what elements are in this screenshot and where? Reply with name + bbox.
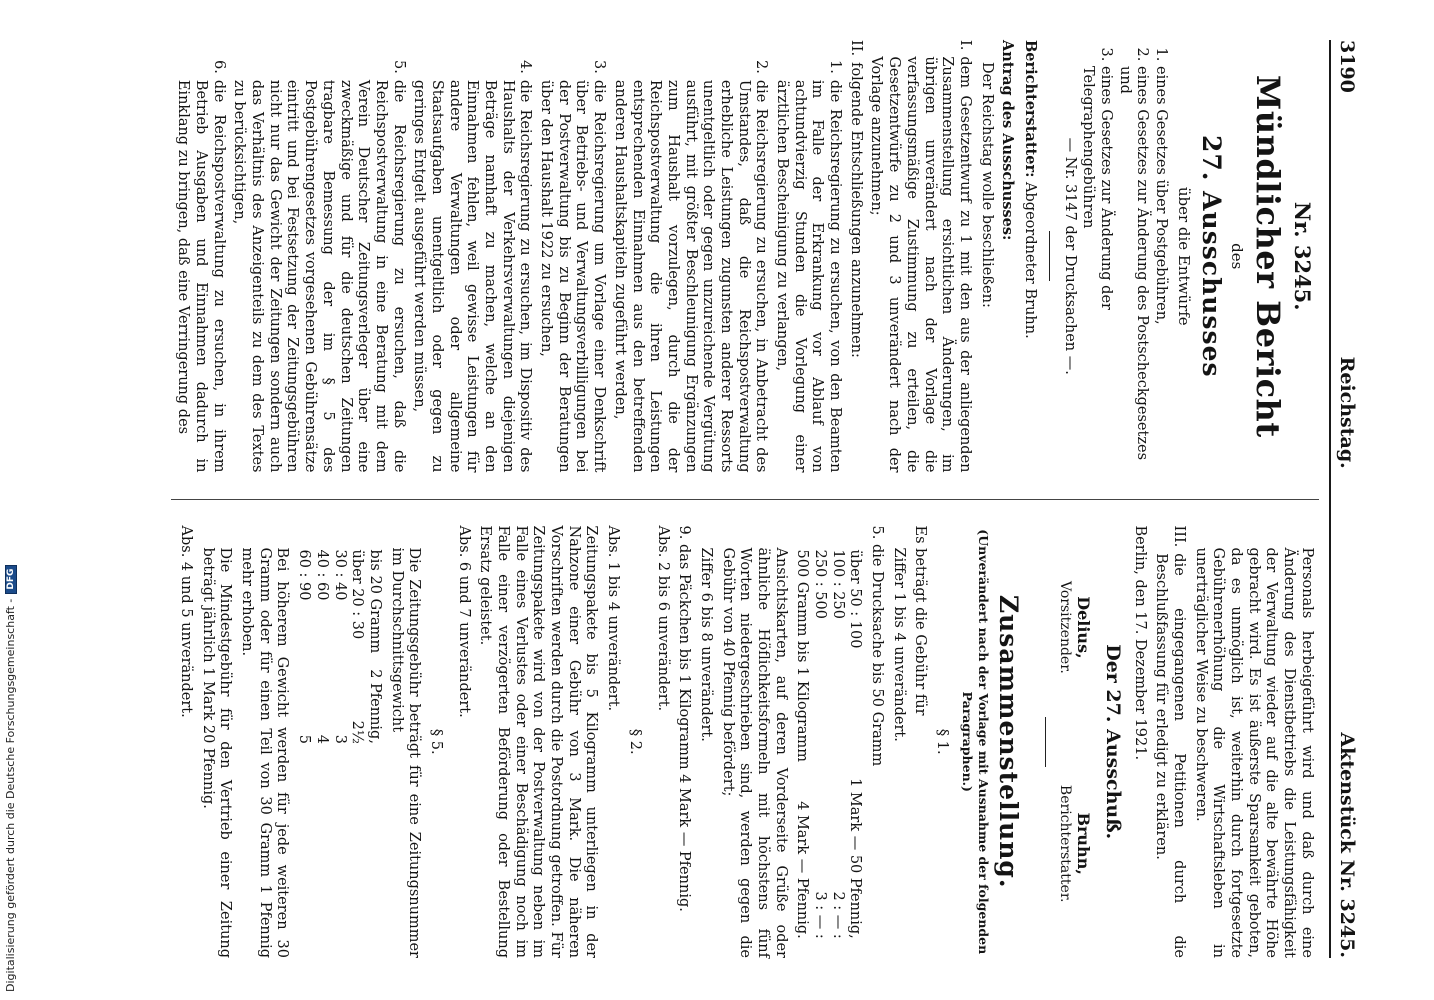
fee-table-zeitung bbox=[295, 550, 383, 750]
page-header bbox=[1329, 40, 1358, 958]
item-number: III. bbox=[1171, 525, 1188, 548]
subitem-number: 1. bbox=[827, 60, 844, 74]
fee-range: über 50 : 100 bbox=[847, 549, 864, 649]
fee-value: 1 Mark — 50 Pfennig, bbox=[847, 778, 864, 939]
fee-row bbox=[810, 550, 828, 945]
dfg-logo-icon: DFG bbox=[5, 565, 17, 594]
subitem-text: die Reichsregierung um Vorlage einer Denkschrift über Betriebs- und Verwaltungsverbilligungen bei der Postverwaltung bis zu Beginn der Beratungen über den Haushalt 1922 zu ersuchen, bbox=[538, 79, 608, 473]
resolution-item-III bbox=[1152, 526, 1187, 959]
compilation-subtitle: (Unverändert nach der Vorlage mit Ausnahme der folgenden Paragraphen.) bbox=[960, 529, 991, 955]
section-heading: § 2. bbox=[626, 728, 643, 755]
section-text: 5. die Drucksache bis 50 Gramm bbox=[869, 525, 886, 767]
subitem-text: die Reichsregierung zu ersuchen, daß die Reichspostverwaltung in eine Beratung mit dem Verein Deutscher Zeitungsverleger über eine zweckmäßige und für die deutschen Zeitungen tragbare Bemessung der im § 5 des Postgebührengesetzes vorgesehenen Gebührensätze eintritt und bei Festsetzung der Zeitungsgebühren nicht nur das Gewicht der Zeitungen sondern auch das Verhältnis des Anzeigenteils zu dem des Textes zu berücksichtigen, bbox=[231, 79, 407, 473]
subitem-number: 4. bbox=[517, 60, 534, 74]
fee-row bbox=[312, 550, 330, 750]
fee-table-drucksache bbox=[793, 550, 864, 945]
document-title: Mündlicher Bericht bbox=[1249, 74, 1288, 438]
header-aktenstueck: Aktenstück Nr. 3245. bbox=[1336, 732, 1358, 958]
section-text: Abs. 6 und 7 unverändert. bbox=[455, 525, 472, 718]
committee-heading: 27. Ausschusses bbox=[1196, 134, 1226, 378]
fee-row bbox=[348, 550, 366, 750]
reporter-label: Berichterstatter: bbox=[1021, 40, 1039, 178]
subitem-number: 3. bbox=[591, 60, 608, 74]
draft-item: 1. eines Gesetzes über Postgebühren, bbox=[1151, 66, 1169, 473]
resolution-item-I bbox=[867, 40, 973, 473]
resolution-subitem bbox=[174, 60, 227, 473]
section-text: Abs. 4 und 5 unverändert. bbox=[178, 525, 195, 718]
resolution-subitem bbox=[610, 60, 769, 473]
fee-row bbox=[828, 550, 846, 945]
fee-value: 2½ bbox=[349, 720, 366, 744]
section-text: 9. das Päckchen bis 1 Kilogramm 4 Mark — Pfennig. bbox=[676, 525, 693, 912]
section-heading: § 1. bbox=[934, 728, 951, 755]
section-text: Ziffer 1 bis 4 unverändert. bbox=[890, 547, 907, 742]
item-number: II. bbox=[847, 40, 864, 57]
reichstag-wolle: Der Reichstag wolle beschließen: bbox=[978, 62, 995, 308]
draft-item: 2. eines Gesetzes zur Änderung des Postscheckgesetzes und bbox=[1115, 66, 1150, 473]
header-reichstag: Reichstag. bbox=[1336, 356, 1358, 469]
section-text: Ansichtskarten, auf deren Vorderseite Grüße oder ähnliche Höflichkeitsformeln mit höchstens fünf Worten niedergeschrieben sind, werden gegen die Gebühr von 40 Pfennig befördert; bbox=[719, 547, 789, 958]
left-column bbox=[171, 40, 1319, 473]
item-text: dem Gesetzentwurf zu 1 mit den aus der anliegenden Zusammenstellung ersichtlichen Änderungen, im übrigen unverändert nach der Vorlage die verfassungsmäßige Zustimmung zu erteilen, die Gesetzentwürfe zu 2 und 3 unverändert nach der Vorlage anzunehmen; bbox=[868, 56, 973, 473]
signatures bbox=[1056, 526, 1093, 959]
fee-row bbox=[365, 550, 383, 750]
section-text: Ziffer 6 bis 8 unverändert. bbox=[697, 547, 714, 742]
draft-list bbox=[1079, 40, 1169, 473]
signatory-role: Vorsitzender. bbox=[1057, 581, 1074, 674]
signatory-name: Delius, bbox=[1073, 596, 1093, 659]
fee-value: 4 Mark — Pfennig. bbox=[794, 801, 811, 939]
right-column bbox=[171, 526, 1319, 959]
drucksache-reference: — Nr. 3147 der Drucksachen —. bbox=[1061, 137, 1078, 375]
fee-value: 3 : — : bbox=[812, 891, 829, 939]
section-text: Bei höherem Gewicht werden für jede weiteren 30 Gramm oder für einen Teil von 30 Gramm 1 Pfennig mehr erhoben. bbox=[239, 547, 291, 958]
fee-range: über 20 : 30 bbox=[349, 549, 366, 640]
fee-value: 5 bbox=[296, 734, 313, 744]
fee-range: 250 : 500 bbox=[812, 549, 829, 619]
divider bbox=[1045, 717, 1046, 767]
item-text: folgende Entschließungen anzunehmen: bbox=[847, 62, 864, 358]
divider bbox=[1049, 231, 1050, 281]
fee-range: 30 : 40 bbox=[331, 549, 348, 601]
reporter-name: Abgeordneter Bruhn. bbox=[1021, 182, 1038, 339]
signatory-role: Berichterstatter. bbox=[1057, 784, 1074, 903]
antrag-heading: Antrag des Ausschusses: bbox=[999, 40, 1017, 241]
fee-range: 40 : 60 bbox=[313, 549, 330, 601]
continuation-text: Personals herbeigeführt wird und daß durch eine Änderung des Dienstbetriebs die Leistungsfähigkeit der Verwaltung wieder auf die alte bewährte Höhe gebracht wird. Es ist äußerste Sparsamkeit geboten, da es unmöglich ist, weiterhin durch fortgesetzte Gebührenerhöhung die Wirtschaftsleben in unerträglicher Weise zu beschweren. bbox=[1192, 547, 1315, 958]
resolution-subitem bbox=[410, 60, 534, 473]
signatory-chair bbox=[1056, 581, 1093, 674]
fee-row bbox=[793, 550, 811, 945]
reporter-line bbox=[1020, 40, 1039, 473]
subitem-text: die Reichsregierung zu ersuchen, von den Beamten im Falle der Erkrankung vor Ablauf von achtundvierzig Stunden die Vorlegung einer ärztlichen Bescheinigung zu verlangen, bbox=[774, 79, 844, 473]
section-text: Die Zeitungsgebühr beträgt für eine Zeitungsnummer im Durchschnittsgewicht bbox=[388, 547, 423, 958]
signatory-reporter bbox=[1056, 785, 1093, 903]
resolution-item-II bbox=[846, 40, 864, 473]
subitem-number: 2. bbox=[753, 60, 770, 74]
fee-range: 100 : 250 bbox=[829, 549, 846, 619]
text-columns bbox=[171, 40, 1319, 958]
fee-value: 2 Pfennig, bbox=[366, 669, 383, 744]
subitem-text: die Reichsregierung zu ersuchen, in Anbetracht des Umstandes, daß die Reichspostverwaltung erhebliche Leistungen zugunsten anderer Ressorts unentgeltlich oder gegen unzureichende Vergütung ausführt, mit größter Beschleunigung Ergänzungen zum Haushalt vorzulegen, durch die der Reichspostverwaltung die ihren Leistungen entsprechenden Einnahmen aus den betreffenden anderen Haushaltskapiteln zugeführt werden, bbox=[611, 79, 770, 473]
fee-row bbox=[330, 550, 348, 750]
section-text: Die Mindestgebühr für den Vertrieb einer Zeitung beträgt jährlich 1 Mark 20 Pfennig. bbox=[199, 547, 234, 958]
date-line: Berlin, den 17. Dezember 1921. bbox=[1131, 525, 1148, 761]
section-text: Abs. 1 bis 4 unverändert. bbox=[605, 525, 622, 712]
column-divider bbox=[171, 499, 1319, 500]
draft-item: 3. eines Gesetzes zur Änderung der Telegraphengebühren bbox=[1079, 66, 1114, 473]
item-text: die eingegangenen Petitionen durch die Beschlußfassung für erledigt zu erklären. bbox=[1153, 553, 1188, 958]
resolution-subitem bbox=[536, 60, 607, 473]
fee-row bbox=[846, 550, 864, 945]
digitization-credit bbox=[4, 565, 17, 992]
subitem-text: die Reichsregierung zu ersuchen, im Dispositiv des Haushalts der Verkehrsverwaltungen diejenigen Beträge namhaft zu machen, welche an den Einnahmen fehlen, weil gewisse Leistungen für andere Verwaltungen oder allgemeine Staatsaufgaben unentgeltlich oder gegen zu geringes Entgelt ausgeführt werden müssen, bbox=[411, 79, 534, 473]
section-text: Abs. 2 bis 6 unverändert. bbox=[654, 525, 671, 712]
compilation-title: Zusammenstellung. bbox=[994, 594, 1024, 889]
resolution-subitem bbox=[772, 60, 843, 473]
resolution-subitem bbox=[230, 60, 407, 473]
fee-value: 2 : — : bbox=[829, 891, 846, 939]
subitem-text: die Reichspostverwaltung zu ersuchen, in ihrem Betrieb Ausgaben und Einnahmen dadurch in Einklang zu bringen, daß eine Verringerung des bbox=[175, 79, 227, 473]
credit-text: Digitalisierung gefördert durch die Deutsche Forschungsgemeinschaft - bbox=[4, 598, 17, 992]
page-number: 3190 bbox=[1336, 40, 1358, 93]
section-text: Zeitungspakete bis 5 Kilogramm unterliegen in der Nahzone einer Gebühr von 3 Mark. Die näheren Vorschriften werden durch die Postordnung getroffen. Für Zeitungspakete wird von der Postverwaltung neben im Falle eines Verlustes oder einer Beschädigung noch im Falle einer verzögerten Beförderung oder Bestellung Ersatz geleistet. bbox=[477, 525, 600, 958]
ueber-line: über die Entwürfe bbox=[1175, 186, 1194, 326]
section-heading: § 5. bbox=[428, 728, 444, 755]
committee-signature: Der 27. Ausschuß. bbox=[1101, 644, 1124, 840]
fee-range: bis 20 Gramm bbox=[366, 549, 383, 654]
section-text: Es beträgt die Gebühr für bbox=[912, 525, 929, 716]
document-number: Nr. 3245. bbox=[1289, 201, 1315, 311]
subitem-number: 6. bbox=[210, 60, 227, 74]
fee-range: 500 Gramm bis 1 Kilogramm bbox=[794, 549, 811, 763]
fee-value: 3 bbox=[331, 734, 348, 744]
signatory-name: Bruhn, bbox=[1073, 812, 1093, 875]
fee-value: 4 bbox=[313, 734, 330, 744]
des-line: des bbox=[1228, 243, 1247, 270]
fee-range: 60 : 90 bbox=[296, 549, 313, 601]
item-number: I. bbox=[956, 40, 973, 51]
fee-row bbox=[295, 550, 313, 750]
subitem-number: 5. bbox=[390, 60, 407, 74]
